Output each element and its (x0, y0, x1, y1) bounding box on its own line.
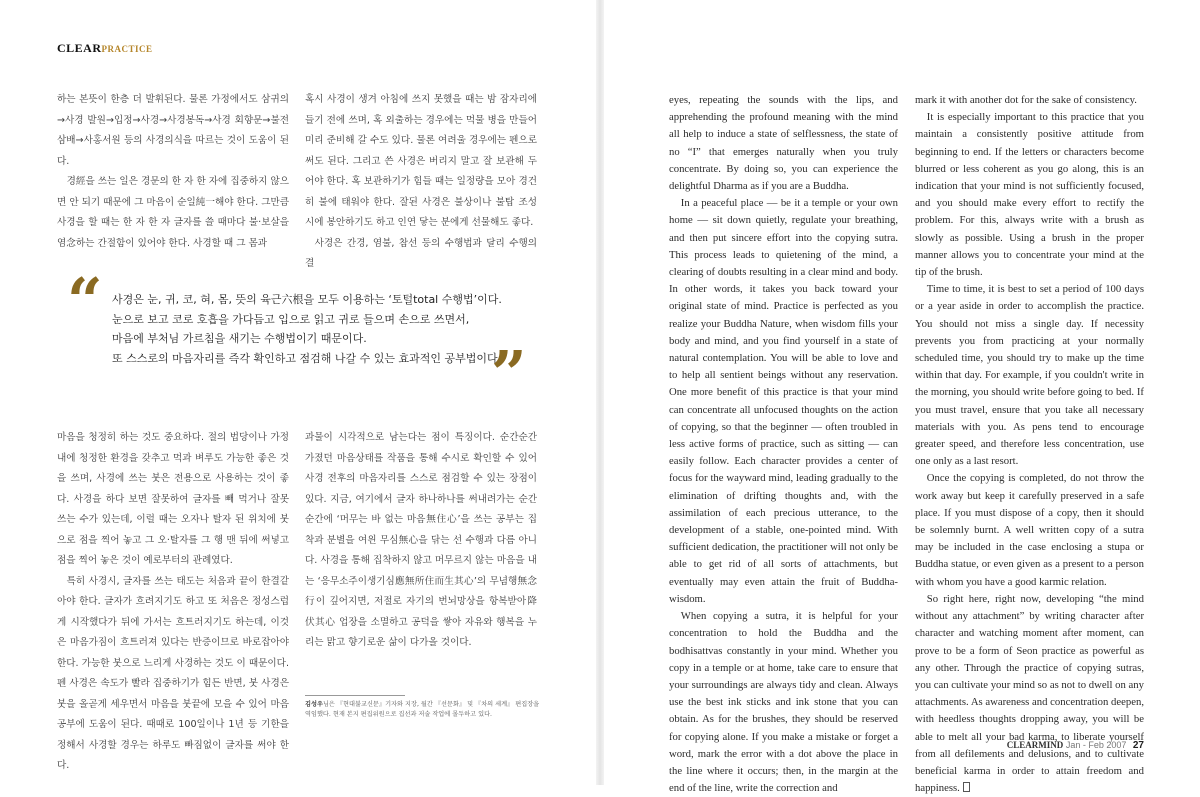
paragraph: When copying a sutra, it is helpful for your concentration to hold the Buddha and the bodhisattvas constantly in your mind. Whether you copy in a temple or at home, take care to ensure that your surroundings are always tidy and clean. Always use the best ink sticks and ink stone that you can obtain. As for the brushes, they should be reserved for copying alone. If you make a mistake or forget a word, mark the error with a dot above the place in the line where it occurs; then, in the margin at the end of the line, write the correction and (669, 610, 898, 795)
open-quote-mark: “ (67, 264, 103, 337)
paragraph: In a peaceful place — be it a temple or your own home — sit down quietly, regulate your breathing, and then put sincere effort into the copying sutra. This process leads to quietening of the mind, a clearing of doubts resulting in a clear mind and body. In other words, it takes you back toward your original state of mind. Practice is perfected as you realize your Buddha Nature, when wisdom fills your body and mind, and you find yourself in a state of natural contemplation. You will be able to love and to help all sentient beings without any reservation. One more benefit of this practice is that your mind can concentrate all unfocused thoughts on the action of copying, so that the beginner — often troubled in less active forms of practice, such as sitting — can easily follow. Each character provides a center of focus for the wayward mind, leading gradually to the elimination of drifting thoughts and, with the assimilation of each precious utterance, to the development of a stable, one-pointed mind. With sufficient dedication, the practitioner will not only be able to get rid of all sorts of attachments, but eventually may even attain the fruit of Buddha-wisdom. (669, 197, 898, 605)
english-column-right (915, 92, 1144, 797)
korean-column-bottom-left (57, 428, 289, 777)
pull-quote-line: 마음에 부처님 가르침을 새기는 수행법이기 때문이다. (112, 332, 367, 345)
paragraph: Once the copying is completed, do not throw the work away but keep it carefully preserved in a safe place. If you must dispose of a copy, then it should be solemnly burnt. A well written copy of a sutra may be included in the case enclosing a stupa or Buddha statue, or even given as a present to a person with whom you have a good karmic relation. (915, 472, 1144, 588)
pull-quote-line: 사경은 눈, 귀, 코, 혀, 몸, 뜻의 육근六根을 모두 이용하는 ‘토털total 수행법’이다. (112, 293, 502, 306)
paragraph: 하는 본뜻이 한층 더 발휘된다. 물론 가정에서도 삼귀의→사경 발원→입정→사경→사경봉독→사경 회향문→불전 삼배→사홍서원 등의 사경의식을 따르는 것이 도움이 된다. (57, 94, 289, 167)
paragraph (915, 591, 1144, 797)
pull-quote-line: 눈으로 보고 코로 호흡을 가다듬고 입으로 읽고 귀로 들으며 손으로 쓰면서, (112, 312, 470, 326)
paragraph: 경經을 쓰는 일은 경문의 한 자 한 자에 집중하지 않으면 안 되기 때문에 그 마음이 순일純一해야 한다. 그만큼 사경을 할 때는 한 자 한 자 글자를 쓸 때마다 불·보살을 염念하는 간절함이 있어야 한다. 사경할 때 그 몸과 (57, 176, 289, 249)
author-note (305, 700, 543, 719)
footer-magazine: CLEARMIND (1006, 740, 1064, 750)
pull-quote-line: 또 스스로의 마음자리를 즉각 확인하고 점검해 나갈 수 있는 효과적인 공부법이다. (112, 351, 502, 365)
author-bio: 님은 『현대불교신문』기자와 지장, 월간 『선문화』 및 『차의 세계』 편집장을 역임했다. 현재 본지 편집위원으로 집선과 저술 작업에 몰두하고 있다. (305, 701, 540, 718)
brand-practice: PRACTICE (101, 44, 153, 54)
pull-quote (112, 290, 512, 368)
page-number: 27 (1132, 740, 1144, 751)
korean-column-top-left (57, 90, 289, 254)
paragraph: 과물이 시각적으로 남는다는 점이 특징이다. 순간순간 가졌던 마음상태를 작품을 통해 수시로 확인할 수 있어 사경 전후의 마음자리를 스스로 점검할 수 있는 장점이 있다. 지금, 여기에서 글자 하나하나를 써내려가는 순간순간에 ‘머무는 바 없는 마음無住心’을 쓰는 공부는 집착과 분별을 여읜 무심無心을 닦는 선 수행과 다름 아니다. 사경을 통해 집착하지 않고 머무르지 않는 마음을 내는 ‘응무소주이생기심應無所住而生其心’의 무념행無念行이 깊어지면, 저절로 자기의 번뇌망상을 항복받아降伏其心 업장을 소멸하고 공덕을 쌓아 자유와 행복을 누리는 맑고 향기로운 삶이 다가올 것이다. (305, 432, 537, 648)
korean-column-top-right (305, 90, 537, 275)
paragraph: 혹시 사경이 생겨 아침에 쓰지 못했을 때는 밤 잠자리에 들기 전에 쓰며, 혹 외출하는 경우에는 먹물 병을 만들어 미리 준비해 갈 수도 있다. 물론 여려울 경우에는 펜으로 써도 된다. 그리고 쓴 사경은 버리지 말고 잘 보관해 두어야 한다. 혹 보관하기가 힘들 때는 일정량을 모아 경건히 불에 태워야 한다. 잘된 사경은 불상이나 불탑 조성 시에 봉안하기도 하고 인연 닿는 분에게 선물해도 좋다. (305, 94, 537, 228)
paragraph: 특히 사경시, 글자를 쓰는 태도는 처음과 끝이 한결같아야 한다. 글자가 흐려지기도 하고 또 처음은 정성스럽게 시작했다가 뒤에 가서는 흐트러지기도 하는데, 이것은 마음가짐이 흐트러져 있다는 반증이므로 바로잡아야 한다. 가능한 붓으로 느리게 사경하는 것도 이 때문이다. 펜 사경은 속도가 빨라 집중하기가 힘든 반면, 붓 사경은 붓을 올곧게 세우면서 마음을 붓끝에 모을 수 있어 마음 공부에 도움이 된다. 때때로 100일이나 1년 등 기한을 정해서 사경할 경우는 하루도 빠짐없이 글자를 써야 한다. (57, 575, 289, 771)
paragraph: It is especially important to this practice that you maintain a consistently positive attitude from beginning to end. If the letters or characters become blurred or less coherent as you go along, this is an indication that your mind is not sufficiently focused, and you should make every effort to rectify the problem. For this, always write with a brush as slowly as possible. Using a brush in the proper manner allows you to concentrate your mind at the tip of the brush. (915, 111, 1144, 279)
korean-column-bottom-right (305, 428, 537, 654)
brand-clear: CLEAR (57, 41, 102, 55)
close-quote-mark: ” (491, 337, 527, 410)
paragraph: mark it with another dot for the sake of consistency. (915, 94, 1137, 106)
footnote-rule (305, 695, 405, 696)
paragraph: 마음을 청정히 하는 것도 중요하다. 절의 법당이나 가정 내에 청정한 환경을 갖추고 먹과 벼루도 가능한 좋은 것을 쓰며, 사경에 쓰는 붓은 전용으로 사용하는 것이 좋다. 사경을 하다 보면 잘못하여 글자를 빼 먹거나 잘못 쓰는 수가 있는데, 이럴 때는 오자나 탈자 된 위치에 붓으로 점을 찍어 놓고 그 오·탈자를 그 행 맨 뒤에 써넣고 점을 찍어 놓은 것이 예로부터의 관례였다. (57, 432, 289, 566)
paragraph-text: So right here, right now, developing “the mind without any attachment” by writing character after character and watching moment after moment, can prove to be a form of Seon practice as powerful as any other. Through the practice of copying sutras, you can cultivate your mind so as not to dwell on any attachments. As awareness and concentration deepen, with heedless thoughts dropping away, you will be able to melt all your bad karma, to liberate yourself from all defilements and delusions, and to cultivate beneficial karma in order to attain freedom and happiness. (915, 592, 1144, 795)
page-footer (1007, 740, 1144, 751)
author-name: 김성우 (305, 701, 323, 708)
paragraph: eyes, repeating the sounds with the lips, and apprehending the profound meaning with the mind all help to induce a state of selflessness, the state of no “I” that emerges naturally when you truly concentrate. By doing so, you can experience the delightful Dharma as if you are a Buddha. (669, 94, 898, 193)
end-mark-icon (963, 782, 970, 792)
paragraph: Time to time, it is best to set a period of 100 days or a year aside in order to accomplish the practice. You should not miss a single day. If necessity prevents you from practicing at your normally scheduled time, you should try to make up the time within that day. For example, if you couldn't write in the morning, you should write before going to bed. If you must travel, ensure that you take all necessary materials with you. As pens tend to encourage greater speed, and therefore less concentration, use one only as a last resort. (915, 283, 1144, 468)
page-gutter (596, 0, 604, 785)
paragraph: 사경은 간경, 염불, 참선 등의 수행법과 달리 수행의 결 (305, 237, 537, 269)
footer-issue: Jan - Feb 2007 (1065, 740, 1127, 750)
english-column-left (669, 92, 898, 797)
section-brand (57, 41, 153, 56)
